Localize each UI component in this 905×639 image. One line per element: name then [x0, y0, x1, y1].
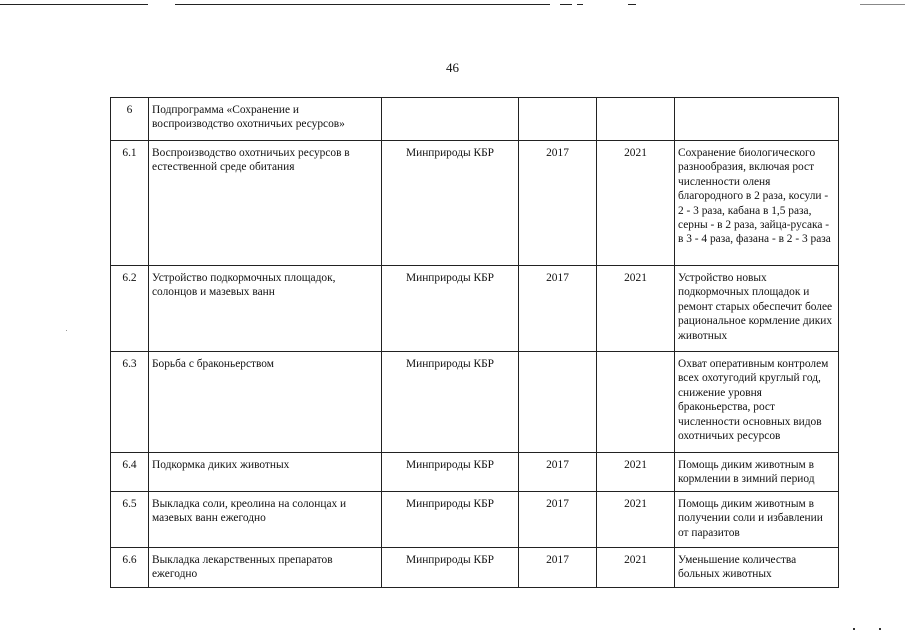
header-rule-dash-3: [628, 4, 636, 5]
measure-name: Подкормка диких животных: [149, 453, 382, 492]
header-rule-main: [175, 4, 550, 5]
measure-name: Выкладка соли, креолина на солонцах и мазевых ванн ежегодно: [149, 492, 382, 548]
row-number: 6: [111, 98, 149, 141]
measure-name: Устройство подкормочных площадок, солонцов и мазевых ванн: [149, 266, 382, 352]
end-year: 2021: [597, 492, 675, 548]
table-row: [111, 98, 839, 141]
start-year: 2017: [519, 141, 597, 266]
row-number: 6.2: [111, 266, 149, 352]
scan-speck: [66, 330, 67, 331]
end-year: 2021: [597, 141, 675, 266]
table-row: [111, 492, 839, 548]
start-year: [519, 352, 597, 453]
expected-result: [675, 98, 839, 141]
table-row: [111, 141, 839, 266]
start-year: 2017: [519, 266, 597, 352]
executor: Минприроды КБР: [382, 141, 519, 266]
expected-result: Уменьшение количества больных животных: [675, 548, 839, 588]
executor: Минприроды КБР: [382, 352, 519, 453]
row-number: 6.6: [111, 548, 149, 588]
expected-result: Устройство новых подкормочных площадок и ремонт старых обеспечит более рациональное кормление диких животных: [675, 266, 839, 352]
measure-name: Воспроизводство охотничьих ресурсов в естественной среде обитания: [149, 141, 382, 266]
measure-name: Борьба с браконьерством: [149, 352, 382, 453]
executor: [382, 98, 519, 141]
start-year: 2017: [519, 453, 597, 492]
end-year: 2021: [597, 548, 675, 588]
row-number: 6.3: [111, 352, 149, 453]
table-row: [111, 266, 839, 352]
table-row: [111, 453, 839, 492]
start-year: 2017: [519, 548, 597, 588]
executor: Минприроды КБР: [382, 548, 519, 588]
expected-result: Сохранение биологического разнообразия, включая рост численности оленя благородного в 2 раза, косули - 2 - 3 раза, кабана в 1,5 раза, серны - в 2 раза, зайца-русака - в 3 - 4 раза, фазана - в 2 - 3 раза: [675, 141, 839, 266]
header-rule-dash-1: [560, 4, 572, 5]
header-rule-right: [860, 4, 905, 5]
row-number: 6.5: [111, 492, 149, 548]
expected-result: Помощь диким животным в получении соли и избавлении от паразитов: [675, 492, 839, 548]
executor: Минприроды КБР: [382, 453, 519, 492]
end-year: [597, 352, 675, 453]
start-year: [519, 98, 597, 141]
measure-name: Выкладка лекарственных препаратов ежегодно: [149, 548, 382, 588]
scan-speck: [879, 628, 881, 630]
executor: Минприроды КБР: [382, 492, 519, 548]
row-number: 6.1: [111, 141, 149, 266]
expected-result: Охват оперативным контролем всех охотугодий круглый год, снижение уровня браконьерства, рост численности основных видов охотничьих ресурсов: [675, 352, 839, 453]
table-row: [111, 352, 839, 453]
header-rule-left: [0, 4, 148, 5]
executor: Минприроды КБР: [382, 266, 519, 352]
scan-speck: [853, 628, 855, 630]
end-year: [597, 98, 675, 141]
expected-result: Помощь диким животным в кормлении в зимний период: [675, 453, 839, 492]
table-row: [111, 548, 839, 588]
measures-table: [110, 97, 839, 588]
page-number: 46: [446, 60, 459, 75]
end-year: 2021: [597, 453, 675, 492]
measure-name: Подпрограмма «Сохранение и воспроизводство охотничьих ресурсов»: [149, 98, 382, 141]
start-year: 2017: [519, 492, 597, 548]
end-year: 2021: [597, 266, 675, 352]
header-rule-dash-2: [577, 4, 583, 5]
row-number: 6.4: [111, 453, 149, 492]
